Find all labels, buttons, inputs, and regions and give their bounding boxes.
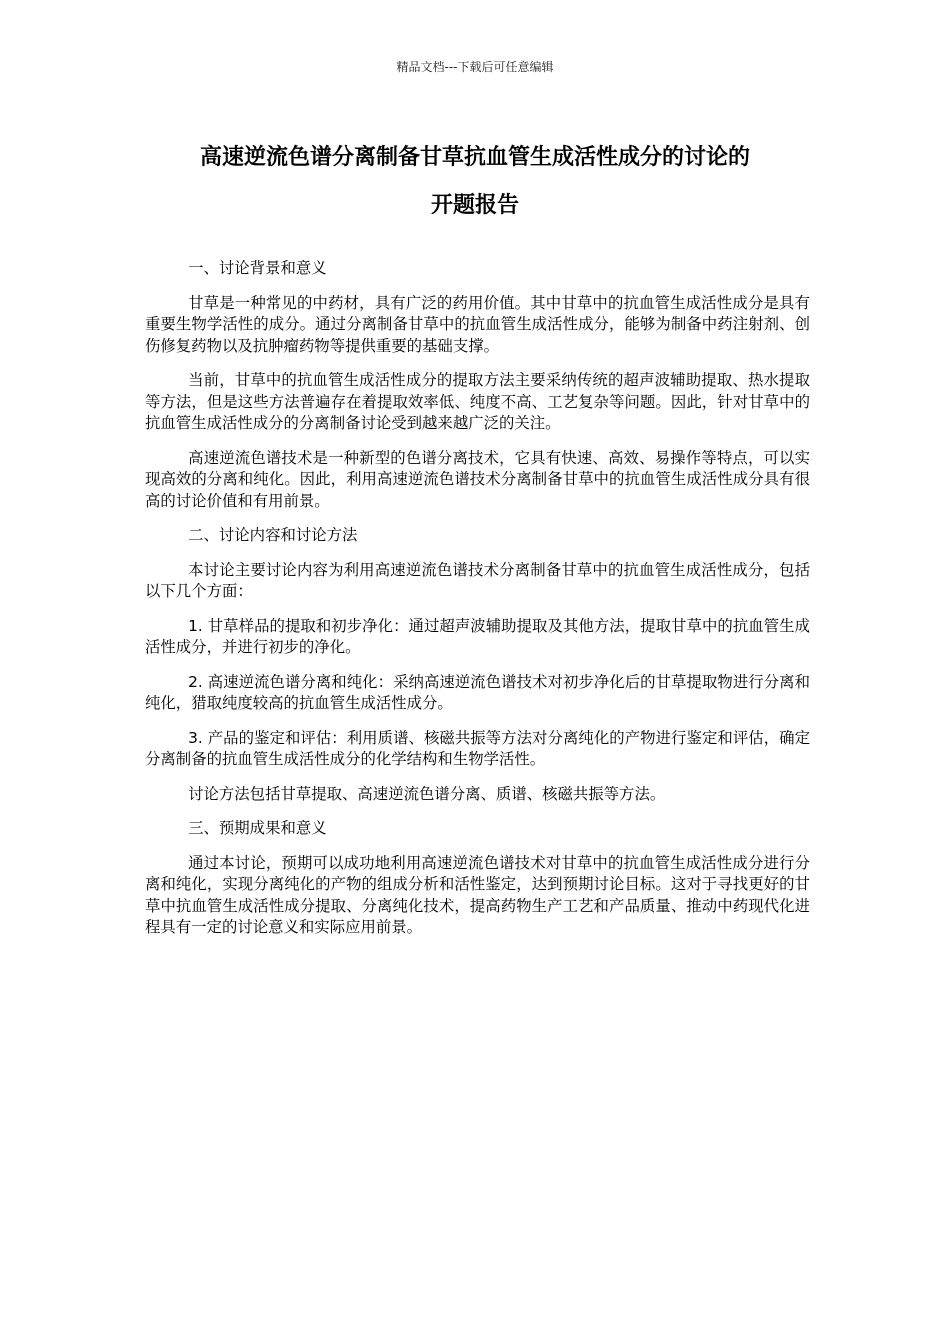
section-heading-background: 一、讨论背景和意义 [188,259,327,277]
title-line-2: 开题报告 [430,193,519,218]
paragraph: 当前，甘草中的抗血管生成活性成分的提取方法主要采纳传统的超声波辅助提取、热水提取等方法，但是这些方法普遍存在着提取效率低、纯度不高、工艺复杂等问题。因此，针对甘草中的抗血管生成活性成分的分离制备讨论受到越来越广泛的关注。 [145,371,810,432]
list-item: 3. 产品的鉴定和评估：利用质谱、核磁共振等方法对分离纯化的产物进行鉴定和评估，确定分离制备的抗血管生成活性成分的化学结构和生物学活性。 [145,728,810,768]
paragraph: 通过本讨论，预期可以成功地利用高速逆流色谱技术对甘草中的抗血管生成活性成分进行分离和纯化，实现分离纯化的产物的组成分析和活性鉴定，达到预期讨论目标。这对于寻找更好的甘草中抗血管生成活性成分提取、分离纯化技术，提高药物生产工艺和产品质量、推动中药现代化进程具有一定的讨论意义和实际应用前景。 [145,853,810,936]
paragraph: 本讨论主要讨论内容为利用高速逆流色谱技术分离制备甘草中的抗血管生成活性成分，包括以下几个方面： [145,560,810,600]
document-title [120,134,830,230]
section-heading-expected-results: 三、预期成果和意义 [188,819,327,837]
header-note: 精品文档---下载后可任意编辑 [396,60,554,74]
list-item: 1. 甘草样品的提取和初步净化：通过超声波辅助提取及其他方法，提取甘草中的抗血管生成活性成分，并进行初步的净化。 [145,616,810,656]
list-item: 2. 高速逆流色谱分离和纯化：采纳高速逆流色谱技术对初步净化后的甘草提取物进行分离和纯化，猎取纯度较高的抗血管生成活性成分。 [145,672,810,712]
document-body [145,258,810,952]
paragraph: 甘草是一种常见的中药材，具有广泛的药用价值。其中甘草中的抗血管生成活性成分是具有重要生物学活性的成分。通过分离制备甘草中的抗血管生成活性成分，能够为制备中药注射剂、创伤修复药物以及抗肿瘤药物等提供重要的基础支撑。 [145,293,810,355]
paragraph: 讨论方法包括甘草提取、高速逆流色谱分离、质谱、核磁共振等方法。 [188,784,666,803]
title-line-1: 高速逆流色谱分离制备甘草抗血管生成活性成分的讨论的 [199,145,750,170]
section-heading-content-methods: 二、讨论内容和讨论方法 [188,526,358,544]
paragraph: 高速逆流色谱技术是一种新型的色谱分离技术，它具有快速、高效、易操作等特点，可以实现高效的分离和纯化。因此，利用高速逆流色谱技术分离制备甘草中的抗血管生成活性成分具有很高的讨论价值和有用前景。 [145,448,810,510]
